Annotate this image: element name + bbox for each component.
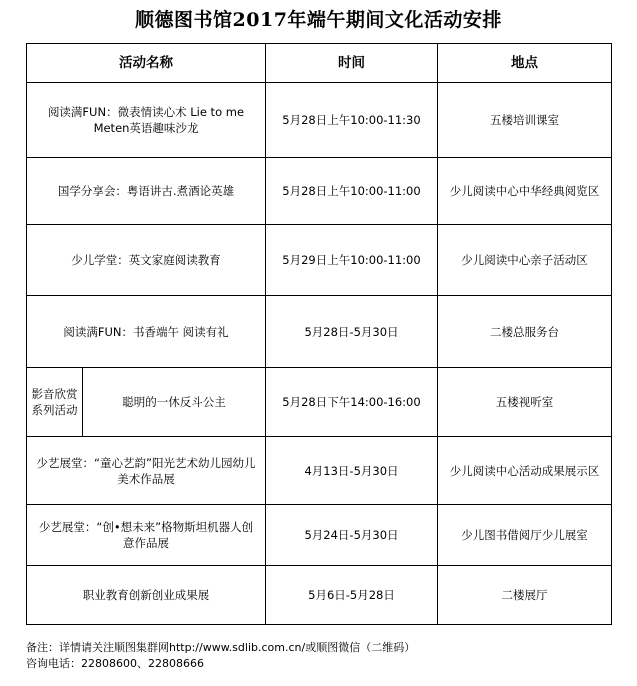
activity-name-cell: 聪明的一休反斗公主 [83, 368, 266, 437]
location-cell: 少儿阅读中心亲子活动区 [438, 225, 612, 296]
header-activity-name: 活动名称 [27, 44, 266, 83]
location-cell: 五楼培训课室 [438, 83, 612, 158]
time-cell: 5月28日上午10:00-11:30 [266, 83, 438, 158]
table-header-row [27, 44, 612, 83]
header-time: 时间 [266, 44, 438, 83]
page-title: 顺德图书馆2017年端午期间文化活动安排 [135, 9, 502, 31]
table-row [27, 158, 612, 225]
table-row [27, 566, 612, 625]
activity-schedule-table [26, 43, 612, 625]
activity-name-cell: 国学分享会：粤语讲古.煮酒论英雄 [27, 158, 266, 225]
activity-name-cell: 少艺展堂：“创•想未来”格物斯坦机器人创意作品展 [27, 505, 266, 566]
activity-category-cell: 影音欣赏系列活动 [27, 368, 83, 437]
time-cell: 5月29日上午10:00-11:00 [266, 225, 438, 296]
location-cell: 五楼视听室 [438, 368, 612, 437]
table-row [27, 225, 612, 296]
time-cell: 5月28日-5月30日 [266, 296, 438, 368]
table-row [27, 83, 612, 158]
time-cell: 5月24日-5月30日 [266, 505, 438, 566]
location-cell: 少儿图书借阅厅少儿展室 [438, 505, 612, 566]
footer-notes [26, 640, 415, 672]
table-row [27, 505, 612, 566]
activity-name-cell: 阅读满FUN：书香端午 阅读有礼 [27, 296, 266, 368]
table-row [27, 296, 612, 368]
activity-name-cell: 少儿学堂：英文家庭阅读教育 [27, 225, 266, 296]
header-location: 地点 [438, 44, 612, 83]
location-cell: 二楼展厅 [438, 566, 612, 625]
time-cell: 5月28日下午14:00-16:00 [266, 368, 438, 437]
table-row [27, 437, 612, 505]
location-cell: 少儿阅读中心活动成果展示区 [438, 437, 612, 505]
contact-phone-text: 咨询电话：22808600、22808666 [26, 657, 204, 670]
activity-name-cell: 阅读满FUN：微表情读心术 Lie to me Meten英语趣味沙龙 [27, 83, 266, 158]
activity-name-cell: 职业教育创新创业成果展 [27, 566, 266, 625]
activity-name-cell: 少艺展堂：“童心艺韵”阳光艺术幼儿园幼儿美术作品展 [27, 437, 266, 505]
remark-text: 备注：详情请关注顺图集群网http://www.sdlib.com.cn/或顺图微信（二维码） [26, 641, 416, 654]
time-cell: 5月6日-5月28日 [266, 566, 438, 625]
table-row [27, 368, 612, 437]
time-cell: 5月28日上午10:00-11:00 [266, 158, 438, 225]
time-cell: 4月13日-5月30日 [266, 437, 438, 505]
location-cell: 少儿阅读中心中华经典阅览区 [438, 158, 612, 225]
location-cell: 二楼总服务台 [438, 296, 612, 368]
